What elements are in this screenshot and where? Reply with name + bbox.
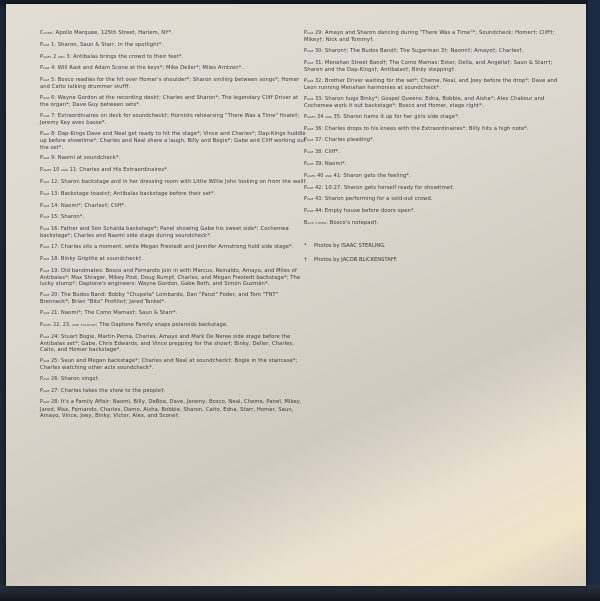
caption-entry [40,310,308,317]
page-reference: Page 21: [40,310,60,316]
caption-entry [40,54,308,61]
page-reference: Page 17: [40,245,60,251]
caption-text: Extraordinaires on deck for soundcheck†; Hornists rehearsing "There Was a Time" finale†; Jeremy Key avec basse*. [40,113,300,127]
page-reference: Page 30: [304,49,324,54]
caption-text: Stuart Bogie, Martin Perna, Charles, Amayo and Mark De Neree side stage before the Antibalas set*; Gabe, Chris Edwards, and Vince prepping for the show†; Binky, Deller, Charles, Caito, and Homer backstage*. [40,333,294,353]
caption-entry [40,179,308,186]
caption-text: Charles takes the show to the people†. [60,387,166,394]
caption-entry [40,191,308,198]
page-reference: Page 29: [304,31,324,36]
credit-line [304,257,566,263]
caption-text: Sharon†; The Budos Band†; The Sugarman 3†; Naomi†; Amayo†; Charles†. [324,48,524,54]
page-reference: Page 20: [40,292,60,298]
caption-entry [40,65,308,72]
credit-mark: * [304,243,307,250]
page-reference: Page 19: [40,268,60,274]
page-reference: Page 14: [40,203,60,209]
page-reference: Page 9: [40,156,57,162]
caption-text: Wayne Gordon at the recording desk†; Charles and Sharon*; The legendary Cliff Driver at the organ*; Dave Guy between sets*. [40,95,299,109]
caption-entry [304,149,566,156]
caption-text: Naomi*; Charles†; Cliff*. [60,202,127,209]
caption-text: Charles pleading*. [324,137,375,144]
caption-entry [40,226,308,239]
caption-entry [304,185,566,192]
caption-entry [304,173,566,180]
caption-text: Sharon sings†. [60,375,100,382]
caption-text: Sharon performing for a sold-out crowd. [324,196,433,203]
caption-text: Saun and Megan backstage*; Charles and Neal at soundcheck†; Bogie in the staircase*; Charles watching other acts soundcheck*. [40,357,298,371]
caption-entry [304,60,566,73]
caption-text: Brother Driver waiting for the set*; Cheme, Neal, and Joey before the drop*; Dave and Leon running Menahan harmonies at soundcheck*. [304,77,558,91]
caption-entry [40,256,308,263]
caption-entry [40,155,308,162]
caption-entry [304,126,566,133]
caption-text: Backstage toasts†; Antibalas backstage before their set*. [60,190,216,197]
page-reference: Page 42: [304,185,324,191]
caption-entry [40,214,308,221]
caption-text: Charles and His Extraordinaires*. [79,167,169,174]
caption-text: Sharon backstage and in her dressing room with Little Willie John looking on from the wall†. [60,178,308,185]
caption-entry [40,322,308,329]
caption-entry [40,95,308,108]
caption-text: Cliff*. [324,149,341,156]
right-column [304,30,566,272]
caption-entry [40,358,308,371]
page-reference: Pages 2 and 3: [40,54,72,60]
caption-text: Sharon, Saun & Starr, in the spotlight*. [57,41,164,48]
caption-entry [40,268,308,288]
caption-entry [40,42,308,49]
page-reference: Pages 34 and 35: [304,114,342,120]
caption-entry [40,203,308,210]
caption-text: Bosco readies for the hit over Homer's shoulder*; Sharon smiling between songs*; Homer and Caito talking drummer stuff†. [40,77,300,91]
caption-entry [304,196,566,203]
caption-entry [304,114,566,121]
caption-text: Bosco's notepad†. [329,219,379,226]
page-reference: Cover: [40,31,54,36]
page-reference: Pages 40 and 41: [304,173,342,179]
caption-entry [40,399,308,419]
caption-text: The Daptone Family snaps polaroids backstage. [99,321,228,328]
right-column-entries [304,30,566,227]
caption-text: Father and Son Schalda backstage*; Panel showing Gabe his sweet side*; Cochemea backstage*; Charles and Naomi side stage during soundcheck*. [40,226,289,240]
booklet-page [6,4,586,586]
page-reference: Page 25: [40,358,60,364]
page-reference: Page 4: [40,66,57,72]
caption-entry [304,96,566,109]
page-reference: Page 18: [40,256,60,262]
left-column [40,30,308,424]
caption-text: Charles sits a moment, while Megan Frestedt and Jennifer Armstrong hold side stage*. [60,244,294,251]
caption-text: Naomi*. [324,160,347,167]
caption-text: Menahan Street Band†; The Como Mamas: Ester, Della, and Angella†; Saun & Starr†; Sharon and the Dap-Kings†; Antibalas†; Binky stepping†. [304,59,553,73]
page-reference: Pages 22, 23, and foldout: [40,322,98,328]
caption-entry [40,77,308,90]
credit-text: Photos by JACOB BLICKENSTAFF. [314,257,398,264]
caption-entry [40,376,308,383]
page-reference: Page 33: [304,96,324,102]
caption-text: Charles drops to his knees with the Extraordinaires*; Billy hits a high note*. [324,125,529,132]
page-reference: Page 6: [40,96,57,102]
caption-entry [304,220,566,227]
caption-text: Will Rast and Adam Scone at the keys*; Mike Deller*; Miles Arntzen*. [57,65,244,72]
credit-mark: † [304,257,307,264]
credit-text: Photos by ISAAC STERLING. [314,243,386,250]
page-reference: Page 13: [40,191,60,197]
caption-text: Dap-Kings Dave and Neal get ready to hit the stage*; Vince and Charles*; Dap-Kings huddle up before showtime*; Charles and Neal share a laugh, Billy and Bogie*; Gabe and Cliff working out the set*. [40,131,306,151]
page-reference: Page 28: [40,400,60,406]
caption-text: Naomi at soundcheck*. [57,155,121,162]
caption-text: Empty house before doors open*. [324,208,416,215]
caption-text: Amayo and Sharon dancing during "There Was a Time"*; Soundcheck: Homer†; Cliff†; Mikey†; Nick and Tommy†. [304,30,555,44]
caption-text: Sharon hugs Binky*; Gospel Queens: Edna, Bobbie, and Aisha*; Alex Chakour and Cochemea work it out backstage*; Bosco and Homer, stage right*. [304,95,545,109]
page-reference: Page 37: [304,138,324,144]
page-reference: Page 16: [40,227,60,233]
caption-entry [304,161,566,168]
page-reference: Pages 10 and 11: [40,168,78,174]
caption-text: The Budos Band: Bobby "Chupeta" Lombardo, Dan "Panzi" Foder, and Tom "TNT" Brenneck*; Brian "Bito" Profilio†; Jared Tankel*. [40,291,279,306]
page-reference: Back cover: [304,220,329,226]
caption-entry [304,137,566,144]
page-reference: Page 1: [40,42,57,48]
caption-entry [40,334,308,354]
caption-entry [40,30,308,37]
caption-entry [304,78,566,91]
caption-entry [40,113,308,126]
page-reference: Page 26: [40,376,60,382]
caption-entry [40,167,308,174]
caption-entry [304,48,566,55]
background-edge-right [588,0,600,601]
caption-entry [40,131,308,151]
page-reference: Page 38: [304,150,324,156]
page-reference: Page 7: [40,114,57,120]
background-edge-bottom [0,585,600,601]
caption-entry [304,208,566,215]
caption-entry [304,30,566,43]
caption-text: It's a Family Affair: Naomi, Billy, DeBoe, Dave, Jeremy, Bosco, Neal, Cheme, Panel, Mikey, Jared, Max, Fernando, Charles, Damo, Aisha, Bobbie, Sharon, Caito, Edna, Starr, Homer, Saun, Amayo, Vince, Joey, Binky, Victor, Alex, and Scone†. [40,399,302,419]
caption-text: Apollo Marquee, 125th Street, Harlem, NY*. [55,30,173,36]
page-reference: Page 12: [40,179,60,185]
caption-entry [40,244,308,251]
caption-text: Binky Griptite at soundcheck†. [60,255,144,262]
page-reference: Page 43: [304,197,324,203]
page-reference: Page 24: [40,334,60,340]
page-reference: Page 27: [40,388,60,394]
page-reference: Page 44: [304,209,324,215]
page-reference: Page 32: [304,78,324,84]
caption-text: Sharon*. [60,214,85,221]
caption-text: Sharon gets the feeling*. [343,172,411,179]
caption-entry [40,292,308,305]
caption-text: Antibalas brings the crowd to their feet*. [73,53,184,60]
caption-text: 10:27, Sharon gets herself ready for showtime†. [324,184,455,191]
page-reference: Page 5: [40,78,57,84]
page-reference: Page 39: [304,161,324,167]
caption-text: Old bandmates: Bosco and Fernando join in with Marcus, Reinaldo, Amayo, and Miles of Antibalas*; Max Shrager, Mikey Post, Doug Rumpf, Charles, and Megan Frestedt backstage*; The lucky stump*; Daptone's engineers: Wayne Gordon, Gabe Roth, and Simón Guzmán*. [40,267,301,288]
caption-text: Sharon hams it up for her girls side stage*. [343,113,460,120]
photo-credits [304,243,566,263]
page-reference: Page 15: [40,215,60,221]
page-reference: Page 8: [40,132,57,138]
caption-entry [40,388,308,395]
caption-text: Naomi*; The Como Mamas†; Saun & Starr*. [60,309,178,316]
credit-line [304,243,566,249]
page-reference: Page 36: [304,126,324,132]
page-reference: Page 31: [304,60,324,66]
